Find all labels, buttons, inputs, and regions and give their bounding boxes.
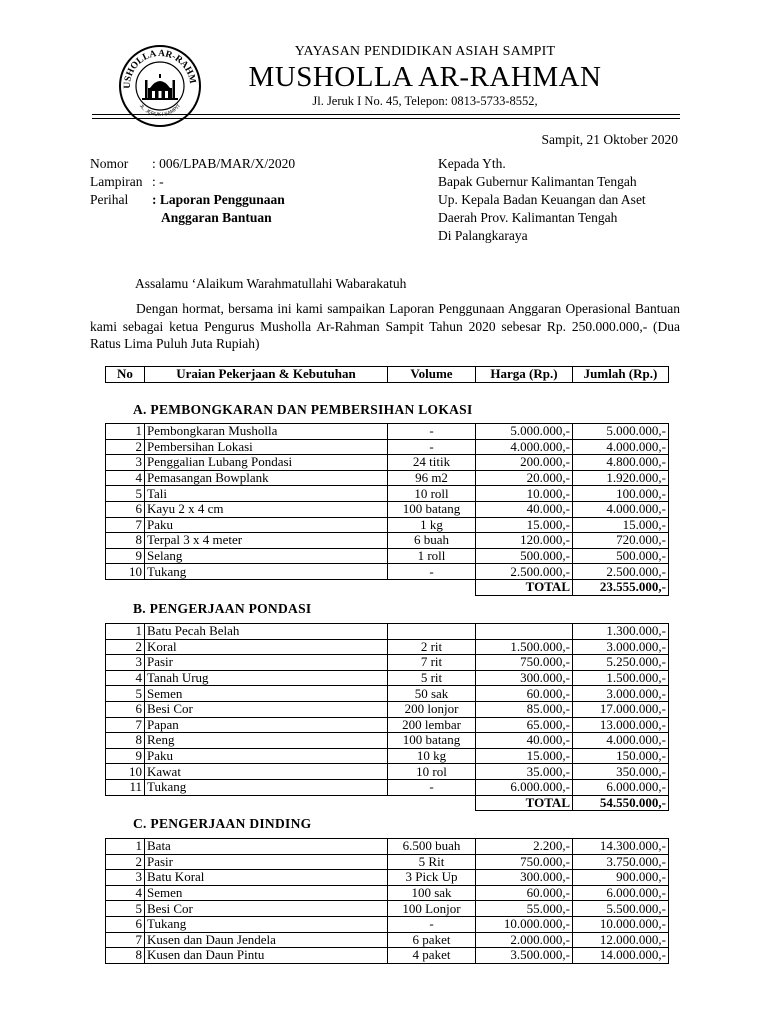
- cell-vol: 50 sak: [388, 686, 476, 702]
- table-row: [106, 564, 669, 580]
- cell-vol: 200 lonjor: [388, 701, 476, 717]
- empty-cell: [145, 795, 388, 811]
- total-label: TOTAL: [476, 579, 573, 595]
- header-volume: Volume: [388, 367, 476, 383]
- cell-vol: 100 sak: [388, 885, 476, 901]
- cell-vol: 6 buah: [388, 533, 476, 549]
- cell-total: 17.000.000,-: [573, 701, 669, 717]
- cell-price: 40.000,-: [476, 501, 573, 517]
- cell-total: 3.750.000,-: [573, 854, 669, 870]
- cell-desc: Kusen dan Daun Jendela: [145, 932, 388, 948]
- cell-total: 13.000.000,-: [573, 717, 669, 733]
- cell-desc: Tali: [145, 486, 388, 502]
- cell-no: 1: [106, 839, 145, 855]
- cell-no: 10: [106, 564, 145, 580]
- cell-price: 55.000,-: [476, 901, 573, 917]
- cell-no: 9: [106, 748, 145, 764]
- cell-no: 5: [106, 901, 145, 917]
- letter-meta: [90, 155, 295, 227]
- table-row: [106, 439, 669, 455]
- table-row: [106, 655, 669, 671]
- cell-price: 10.000.000,-: [476, 916, 573, 932]
- total-row: [106, 579, 669, 595]
- cell-vol: -: [388, 424, 476, 440]
- cell-desc: Terpal 3 x 4 meter: [145, 533, 388, 549]
- cell-price: 2.000.000,-: [476, 932, 573, 948]
- table-row: [106, 748, 669, 764]
- cell-desc: Penggalian Lubang Pondasi: [145, 455, 388, 471]
- cell-vol: 6 paket: [388, 932, 476, 948]
- table-row: [106, 717, 669, 733]
- cell-no: 1: [106, 424, 145, 440]
- cell-price: [476, 624, 573, 640]
- cell-price: 60.000,-: [476, 686, 573, 702]
- recipient-line: Up. Kepala Badan Keuangan dan Aset: [438, 192, 646, 207]
- perihal-label: Perihal: [90, 192, 129, 207]
- section-title: B. PENGERJAAN PONDASI: [133, 601, 312, 616]
- cell-total: 4.800.000,-: [573, 455, 669, 471]
- letterhead: [210, 44, 640, 109]
- cell-desc: Batu Koral: [145, 870, 388, 886]
- table-row: [106, 470, 669, 486]
- cell-price: 60.000,-: [476, 885, 573, 901]
- cell-price: 65.000,-: [476, 717, 573, 733]
- cell-desc: Paku: [145, 517, 388, 533]
- cell-vol: -: [388, 779, 476, 795]
- cell-desc: Papan: [145, 717, 388, 733]
- foundation-name: YAYASAN PENDIDIKAN ASIAH SAMPIT: [294, 44, 556, 59]
- cell-vol: 100 batang: [388, 733, 476, 749]
- cell-vol: 2 rit: [388, 639, 476, 655]
- cell-total: 3.000.000,-: [573, 686, 669, 702]
- cell-total: 4.000.000,-: [573, 439, 669, 455]
- cell-desc: Pasir: [145, 854, 388, 870]
- recipient-block: [438, 155, 646, 245]
- cell-desc: Bata: [145, 839, 388, 855]
- cell-vol: 100 Lonjor: [388, 901, 476, 917]
- perihal-value-2: Anggaran Bantuan: [161, 210, 272, 225]
- cell-no: 2: [106, 439, 145, 455]
- section-a-table: [105, 423, 669, 596]
- recipient-line: Daerah Prov. Kalimantan Tengah: [438, 210, 618, 225]
- table-row: [106, 870, 669, 886]
- cell-desc: Besi Cor: [145, 701, 388, 717]
- logo-top-text: USHOLLA AR-RAHM: [122, 48, 198, 89]
- cell-vol: 4 paket: [388, 948, 476, 964]
- cell-no: 3: [106, 655, 145, 671]
- cell-price: 85.000,-: [476, 701, 573, 717]
- cell-no: 3: [106, 870, 145, 886]
- cell-price: 6.000.000,-: [476, 779, 573, 795]
- table-row: [106, 764, 669, 780]
- cell-no: 7: [106, 517, 145, 533]
- cell-total: 5.250.000,-: [573, 655, 669, 671]
- cell-no: 6: [106, 501, 145, 517]
- header-total: Jumlah (Rp.): [573, 367, 669, 383]
- cell-vol: -: [388, 439, 476, 455]
- cell-no: 11: [106, 779, 145, 795]
- header-divider-2: [92, 118, 680, 119]
- cell-total: 900.000,-: [573, 870, 669, 886]
- organization-address: Jl. Jeruk I No. 45, Telepon: 0813-5733-8552,: [312, 94, 538, 108]
- cell-total: 1.920.000,-: [573, 470, 669, 486]
- cell-total: 350.000,-: [573, 764, 669, 780]
- cell-price: 10.000,-: [476, 486, 573, 502]
- cell-total: 15.000,-: [573, 517, 669, 533]
- cell-no: 2: [106, 854, 145, 870]
- cell-no: 9: [106, 548, 145, 564]
- table-row: [106, 932, 669, 948]
- total-row: [106, 795, 669, 811]
- cell-desc: Kusen dan Daun Pintu: [145, 948, 388, 964]
- cell-price: 120.000,-: [476, 533, 573, 549]
- cell-total: 6.000.000,-: [573, 779, 669, 795]
- cell-no: 7: [106, 932, 145, 948]
- section-title: C. PENGERJAAN DINDING: [133, 816, 312, 831]
- cell-vol: 3 Pick Up: [388, 870, 476, 886]
- table-row: [106, 624, 669, 640]
- cell-price: 1.500.000,-: [476, 639, 573, 655]
- cell-desc: Tukang: [145, 564, 388, 580]
- header-divider: [92, 114, 680, 115]
- total-label: TOTAL: [476, 795, 573, 811]
- cell-no: 8: [106, 948, 145, 964]
- header-no: No: [106, 367, 145, 383]
- cell-price: 5.000.000,-: [476, 424, 573, 440]
- cell-price: 500.000,-: [476, 548, 573, 564]
- nomor-value: : 006/LPAB/MAR/X/2020: [152, 156, 296, 171]
- header-price: Harga (Rp.): [476, 367, 573, 383]
- cell-vol: 200 lembar: [388, 717, 476, 733]
- greeting: Assalamu ‘Alaikum Warahmatullahi Wabarakatuh: [135, 276, 407, 291]
- table-row: [106, 701, 669, 717]
- cell-total: 10.000.000,-: [573, 916, 669, 932]
- lampiran-label: Lampiran: [90, 174, 143, 189]
- table-row: [106, 733, 669, 749]
- table-row: [106, 517, 669, 533]
- cell-vol: 1 kg: [388, 517, 476, 533]
- cell-desc: Pembongkaran Musholla: [145, 424, 388, 440]
- cell-total: 4.000.000,-: [573, 501, 669, 517]
- cell-no: 3: [106, 455, 145, 471]
- cell-desc: Pemasangan Bowplank: [145, 470, 388, 486]
- cell-total: 5.000.000,-: [573, 424, 669, 440]
- cell-total: 3.000.000,-: [573, 639, 669, 655]
- nomor-label: Nomor: [90, 156, 129, 171]
- table-row: [106, 533, 669, 549]
- perihal-value: : Laporan Penggunaan: [152, 192, 285, 207]
- cell-desc: Selang: [145, 548, 388, 564]
- recipient-line: Di Palangkaraya: [438, 228, 528, 243]
- cell-vol: 7 rit: [388, 655, 476, 671]
- cell-desc: Tukang: [145, 916, 388, 932]
- lampiran-value: : -: [152, 174, 164, 189]
- cell-vol: 100 batang: [388, 501, 476, 517]
- table-row: [106, 916, 669, 932]
- cell-vol: 1 roll: [388, 548, 476, 564]
- table-row: [106, 779, 669, 795]
- cell-total: 14.300.000,-: [573, 839, 669, 855]
- empty-cell: [388, 579, 476, 595]
- organization-logo: [118, 44, 202, 128]
- cell-price: 4.000.000,-: [476, 439, 573, 455]
- cell-price: 35.000,-: [476, 764, 573, 780]
- cell-desc: Kawat: [145, 764, 388, 780]
- cell-price: 2.200,-: [476, 839, 573, 855]
- cell-no: 6: [106, 701, 145, 717]
- section-b-table: [105, 623, 669, 811]
- cell-no: 5: [106, 686, 145, 702]
- table-row: [106, 548, 669, 564]
- cell-desc: Batu Pecah Belah: [145, 624, 388, 640]
- logo-bottom-text: JL. JERUK I SAMPIT: [137, 103, 183, 119]
- table-row: [106, 501, 669, 517]
- cell-total: 2.500.000,-: [573, 564, 669, 580]
- cell-price: 3.500.000,-: [476, 948, 573, 964]
- cell-total: 500.000,-: [573, 548, 669, 564]
- empty-cell: [106, 579, 145, 595]
- cell-no: 4: [106, 670, 145, 686]
- table-row: [106, 670, 669, 686]
- cell-vol: 5 rit: [388, 670, 476, 686]
- cell-desc: Semen: [145, 686, 388, 702]
- empty-cell: [388, 795, 476, 811]
- cell-desc: Semen: [145, 885, 388, 901]
- cell-vol: 96 m2: [388, 470, 476, 486]
- empty-cell: [106, 795, 145, 811]
- cell-total: 14.000.000,-: [573, 948, 669, 964]
- mosque-icon: [142, 74, 178, 100]
- table-row: [106, 854, 669, 870]
- cell-total: 5.500.000,-: [573, 901, 669, 917]
- table-row: [106, 948, 669, 964]
- header-description: Uraian Pekerjaan & Kebutuhan: [145, 367, 388, 383]
- cell-no: 2: [106, 639, 145, 655]
- empty-cell: [145, 579, 388, 595]
- cell-desc: Pembersihan Lokasi: [145, 439, 388, 455]
- cell-total: 150.000,-: [573, 748, 669, 764]
- organization-name: MUSHOLLA AR-RAHMAN: [248, 61, 602, 93]
- total-value: 54.550.000,-: [573, 795, 669, 811]
- table-row: [106, 839, 669, 855]
- table-header: [105, 366, 669, 383]
- cell-desc: Pasir: [145, 655, 388, 671]
- section-c-table: [105, 838, 669, 964]
- cell-price: 750.000,-: [476, 854, 573, 870]
- cell-no: 10: [106, 764, 145, 780]
- cell-vol: -: [388, 564, 476, 580]
- table-row: [106, 486, 669, 502]
- cell-total: 12.000.000,-: [573, 932, 669, 948]
- cell-no: 8: [106, 533, 145, 549]
- cell-desc: Tukang: [145, 779, 388, 795]
- cell-no: 8: [106, 733, 145, 749]
- cell-vol: 10 roll: [388, 486, 476, 502]
- cell-desc: Koral: [145, 639, 388, 655]
- cell-vol: 5 Rit: [388, 854, 476, 870]
- cell-desc: Besi Cor: [145, 901, 388, 917]
- cell-vol: 24 titik: [388, 455, 476, 471]
- table-row: [106, 686, 669, 702]
- cell-vol: [388, 624, 476, 640]
- letter-date: Sampit, 21 Oktober 2020: [541, 132, 678, 147]
- cell-price: 200.000,-: [476, 455, 573, 471]
- total-value: 23.555.000,-: [573, 579, 669, 595]
- cell-total: 6.000.000,-: [573, 885, 669, 901]
- cell-vol: 10 kg: [388, 748, 476, 764]
- cell-desc: Kayu 2 x 4 cm: [145, 501, 388, 517]
- cell-price: 750.000,-: [476, 655, 573, 671]
- cell-no: 1: [106, 624, 145, 640]
- cell-total: 720.000,-: [573, 533, 669, 549]
- table-row: [106, 455, 669, 471]
- body-paragraph: Dengan hormat, bersama ini kami sampaikan Laporan Penggunaan Anggaran Operasional Bantuan kami sebagai ketua Pengurus Musholla Ar-Rahman Sampit Tahun 2020 sebesar Rp. 250.000.000,- (Dua Ratus Lima Puluh Juta Rupiah): [90, 301, 680, 351]
- table-row: [106, 901, 669, 917]
- cell-total: 4.000.000,-: [573, 733, 669, 749]
- cell-vol: 6.500 buah: [388, 839, 476, 855]
- section-title: A. PEMBONGKARAN DAN PEMBERSIHAN LOKASI: [133, 402, 473, 417]
- table-row: [106, 424, 669, 440]
- cell-vol: -: [388, 916, 476, 932]
- cell-total: 1.300.000,-: [573, 624, 669, 640]
- cell-desc: Tanah Urug: [145, 670, 388, 686]
- cell-total: 1.500.000,-: [573, 670, 669, 686]
- cell-price: 2.500.000,-: [476, 564, 573, 580]
- cell-desc: Reng: [145, 733, 388, 749]
- cell-price: 300.000,-: [476, 670, 573, 686]
- cell-price: 15.000,-: [476, 748, 573, 764]
- table-row: [106, 885, 669, 901]
- cell-price: 40.000,-: [476, 733, 573, 749]
- cell-price: 15.000,-: [476, 517, 573, 533]
- cell-no: 4: [106, 470, 145, 486]
- table-row: [106, 639, 669, 655]
- cell-desc: Paku: [145, 748, 388, 764]
- cell-vol: 10 rol: [388, 764, 476, 780]
- cell-no: 4: [106, 885, 145, 901]
- recipient-line: Bapak Gubernur Kalimantan Tengah: [438, 174, 637, 189]
- cell-price: 20.000,-: [476, 470, 573, 486]
- cell-total: 100.000,-: [573, 486, 669, 502]
- cell-no: 7: [106, 717, 145, 733]
- cell-price: 300.000,-: [476, 870, 573, 886]
- cell-no: 6: [106, 916, 145, 932]
- recipient-line: Kepada Yth.: [438, 156, 506, 171]
- cell-no: 5: [106, 486, 145, 502]
